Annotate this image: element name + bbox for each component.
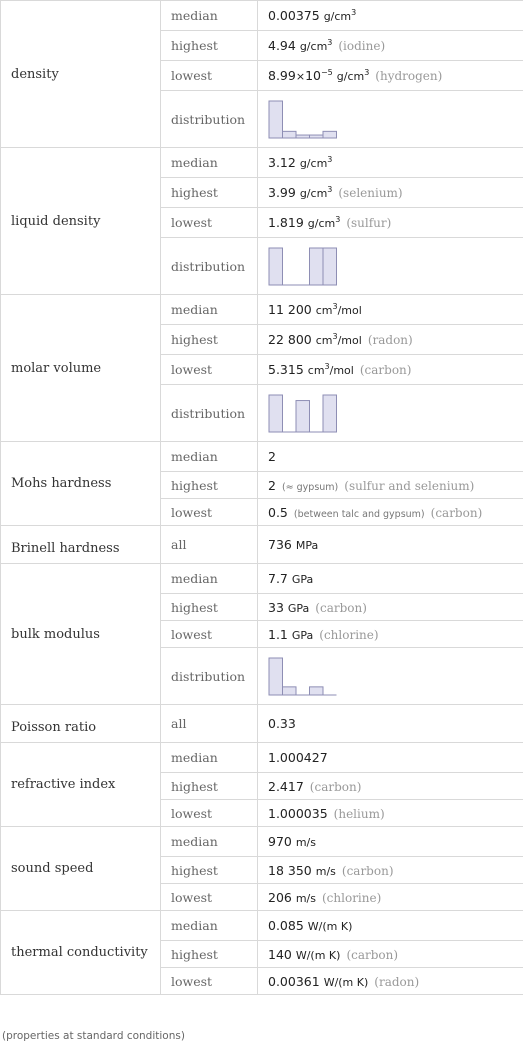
table-row [1,526,523,564]
stat-label: highest [161,31,258,61]
value-cell: 1.000427 [258,743,523,773]
value-cell: 736 MPa [258,526,523,564]
distribution-cell [258,91,523,148]
stat-label: distribution [161,238,258,295]
histogram-bar [310,687,324,695]
stat-label: distribution [161,648,258,705]
value-cell: 1.1 GPa (chlorine) [258,621,523,648]
table-row [1,295,523,325]
distribution-cell [258,648,523,705]
histogram-bar [323,395,337,432]
distribution-histogram [268,245,340,287]
table-row [1,564,523,594]
value-cell: 0.085 W/(m K) [258,911,523,941]
stat-label: distribution [161,385,258,442]
value-cell: 3.12 $g/cm^3$ [258,148,523,178]
stat-label: lowest [161,884,258,911]
value-cell: 970 m/s [258,827,523,857]
value-cell: 1.000035 (helium) [258,800,523,827]
footer-note: (properties at standard conditions) [2,1030,185,1042]
stat-label: median [161,1,258,31]
distribution-cell [258,238,523,295]
property-name: Brinell hardness [1,526,161,564]
stat-label: median [161,827,258,857]
distribution-histogram [268,655,340,697]
histogram-bar [283,687,297,695]
value-cell: 4.94 $g/cm^3$ (iodine) [258,31,523,61]
property-name: liquid density [1,148,161,295]
value-cell: 7.7 GPa [258,564,523,594]
value-cell: 2 [258,442,523,472]
table-row [1,442,523,472]
stat-label: highest [161,941,258,968]
stat-label: median [161,564,258,594]
value-cell: 0.33 [258,705,523,743]
distribution-cell [258,385,523,442]
stat-label: all [161,526,258,564]
stat-label: lowest [161,208,258,238]
stat-label: highest [161,594,258,621]
stat-label: highest [161,325,258,355]
stat-label: median [161,295,258,325]
stat-label: highest [161,472,258,499]
value-cell: 0.00375 $g/cm^3$ [258,1,523,31]
histogram-bar [283,131,297,138]
histogram-bar [296,401,310,432]
table-row [1,148,523,178]
table-row [1,1,523,31]
stat-label: lowest [161,61,258,91]
stat-label: median [161,743,258,773]
table-row [1,705,523,743]
histogram-bar [323,131,337,138]
value-cell: 0.5 (between talc and gypsum) (carbon) [258,499,523,526]
property-name: Mohs hardness [1,442,161,526]
distribution-histogram [268,98,340,140]
value-cell: 33 GPa (carbon) [258,594,523,621]
stat-label: distribution [161,91,258,148]
property-name: bulk modulus [1,564,161,705]
value-cell: 140 W/(m K) (carbon) [258,941,523,968]
value-cell: 22 800 $cm^3$/mol (radon) [258,325,523,355]
property-name: thermal conductivity [1,911,161,995]
value-cell: 11 200 $cm^3$/mol [258,295,523,325]
property-name: density [1,1,161,148]
stat-label: lowest [161,355,258,385]
value-cell: 5.315 $cm^3$/mol (carbon) [258,355,523,385]
histogram-bar [269,101,283,138]
stat-label: lowest [161,499,258,526]
histogram-bar [269,658,283,695]
histogram-bar [269,395,283,432]
histogram-bar [323,248,337,285]
stat-label: highest [161,773,258,800]
property-name: Poisson ratio [1,705,161,743]
stat-label: lowest [161,968,258,995]
stat-label: median [161,442,258,472]
distribution-histogram [268,392,340,434]
stat-label: highest [161,857,258,884]
table-row [1,743,523,773]
property-name: molar volume [1,295,161,442]
property-name: sound speed [1,827,161,911]
stat-label: lowest [161,800,258,827]
value-cell: 0.00361 W/(m K) (radon) [258,968,523,995]
stat-label: highest [161,178,258,208]
stat-label: median [161,911,258,941]
table-row [1,911,523,941]
value-cell: 18 350 m/s (carbon) [258,857,523,884]
property-name: refractive index [1,743,161,827]
value-cell: 3.99 $g/cm^3$ (selenium) [258,178,523,208]
histogram-bar [269,248,283,285]
stat-label: lowest [161,621,258,648]
value-cell: $8.99\times 10^{-5}$ $g/cm^3$ (hydrogen) [258,61,523,91]
stat-label: all [161,705,258,743]
value-cell: 2.417 (carbon) [258,773,523,800]
table-row [1,827,523,857]
stat-label: median [161,148,258,178]
histogram-bar [310,248,324,285]
value-cell: 1.819 $g/cm^3$ (sulfur) [258,208,523,238]
value-cell: 2 (≈ gypsum) (sulfur and selenium) [258,472,523,499]
value-cell: 206 m/s (chlorine) [258,884,523,911]
